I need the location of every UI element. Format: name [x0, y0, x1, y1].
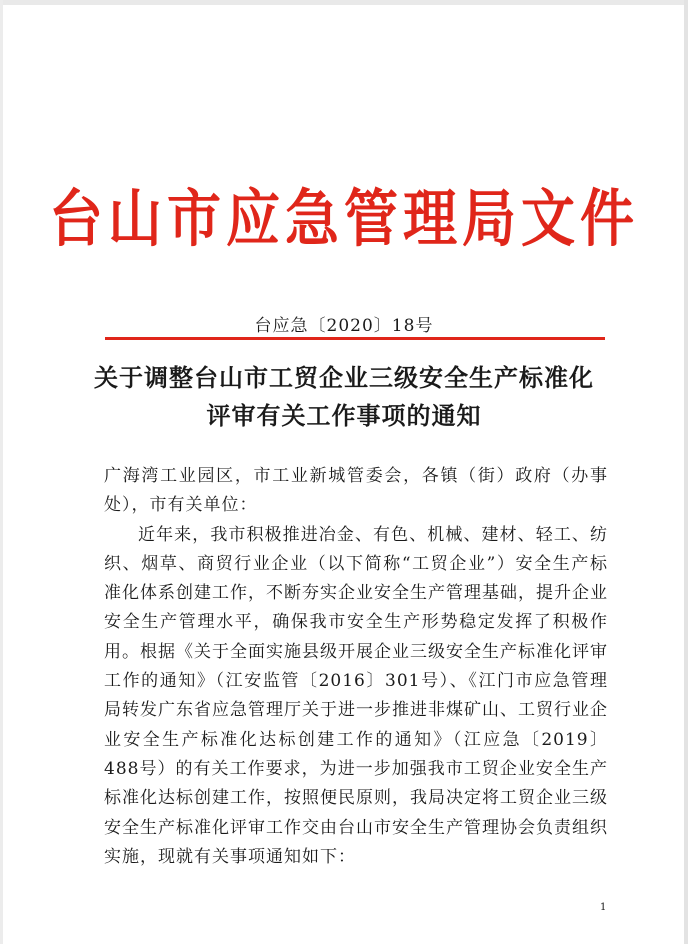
scan-edge-top	[0, 0, 688, 5]
scan-edge-right	[684, 0, 688, 944]
document-title-line-2: 评审有关工作事项的通知	[206, 401, 482, 430]
red-separator-line	[105, 337, 605, 340]
document-title	[0, 359, 688, 435]
addressee-line: 广海湾工业园区，市工业新城管委会，各镇（街）政府（办事处），市有关单位：	[104, 466, 608, 516]
issuer-header-title: 台山市应急管理局文件	[49, 181, 639, 256]
body-paragraph: 近年来，我市积极推进冶金、有色、机械、建材、轻工、纺织、烟草、商贸行业企业（以下简称“工贸企业”）安全生产标准化体系创建工作，不断夯实企业安全生产管理基础，提升企业安全生产管理水平，确保我市安全生产形势稳定发挥了积极作用。根据《关于全面实施县级开展企业三级安全生产标准化评审工作的通知》（江安监管〔2016〕301号）、《江门市应急管理局转发广东省应急管理厅关于进一步推进非煤矿山、工贸行业企业安全生产标准化达标创建工作的通知》（江应急〔2019〕488号）的有关工作要求，为进一步加强我市工贸企业安全生产标准化达标创建工作，按照便民原则，我局决定将工贸企业三级安全生产标准化评审工作交由台山市安全生产管理协会负责组织实施，现就有关事项通知如下：	[104, 524, 608, 867]
document-body	[104, 462, 608, 872]
document-number: 台应急〔2020〕18号	[254, 316, 434, 336]
scan-edge-left	[0, 0, 3, 944]
page-number: 1	[600, 902, 607, 913]
document-title-line-1: 关于调整台山市工贸企业三级安全生产标准化	[94, 363, 594, 392]
